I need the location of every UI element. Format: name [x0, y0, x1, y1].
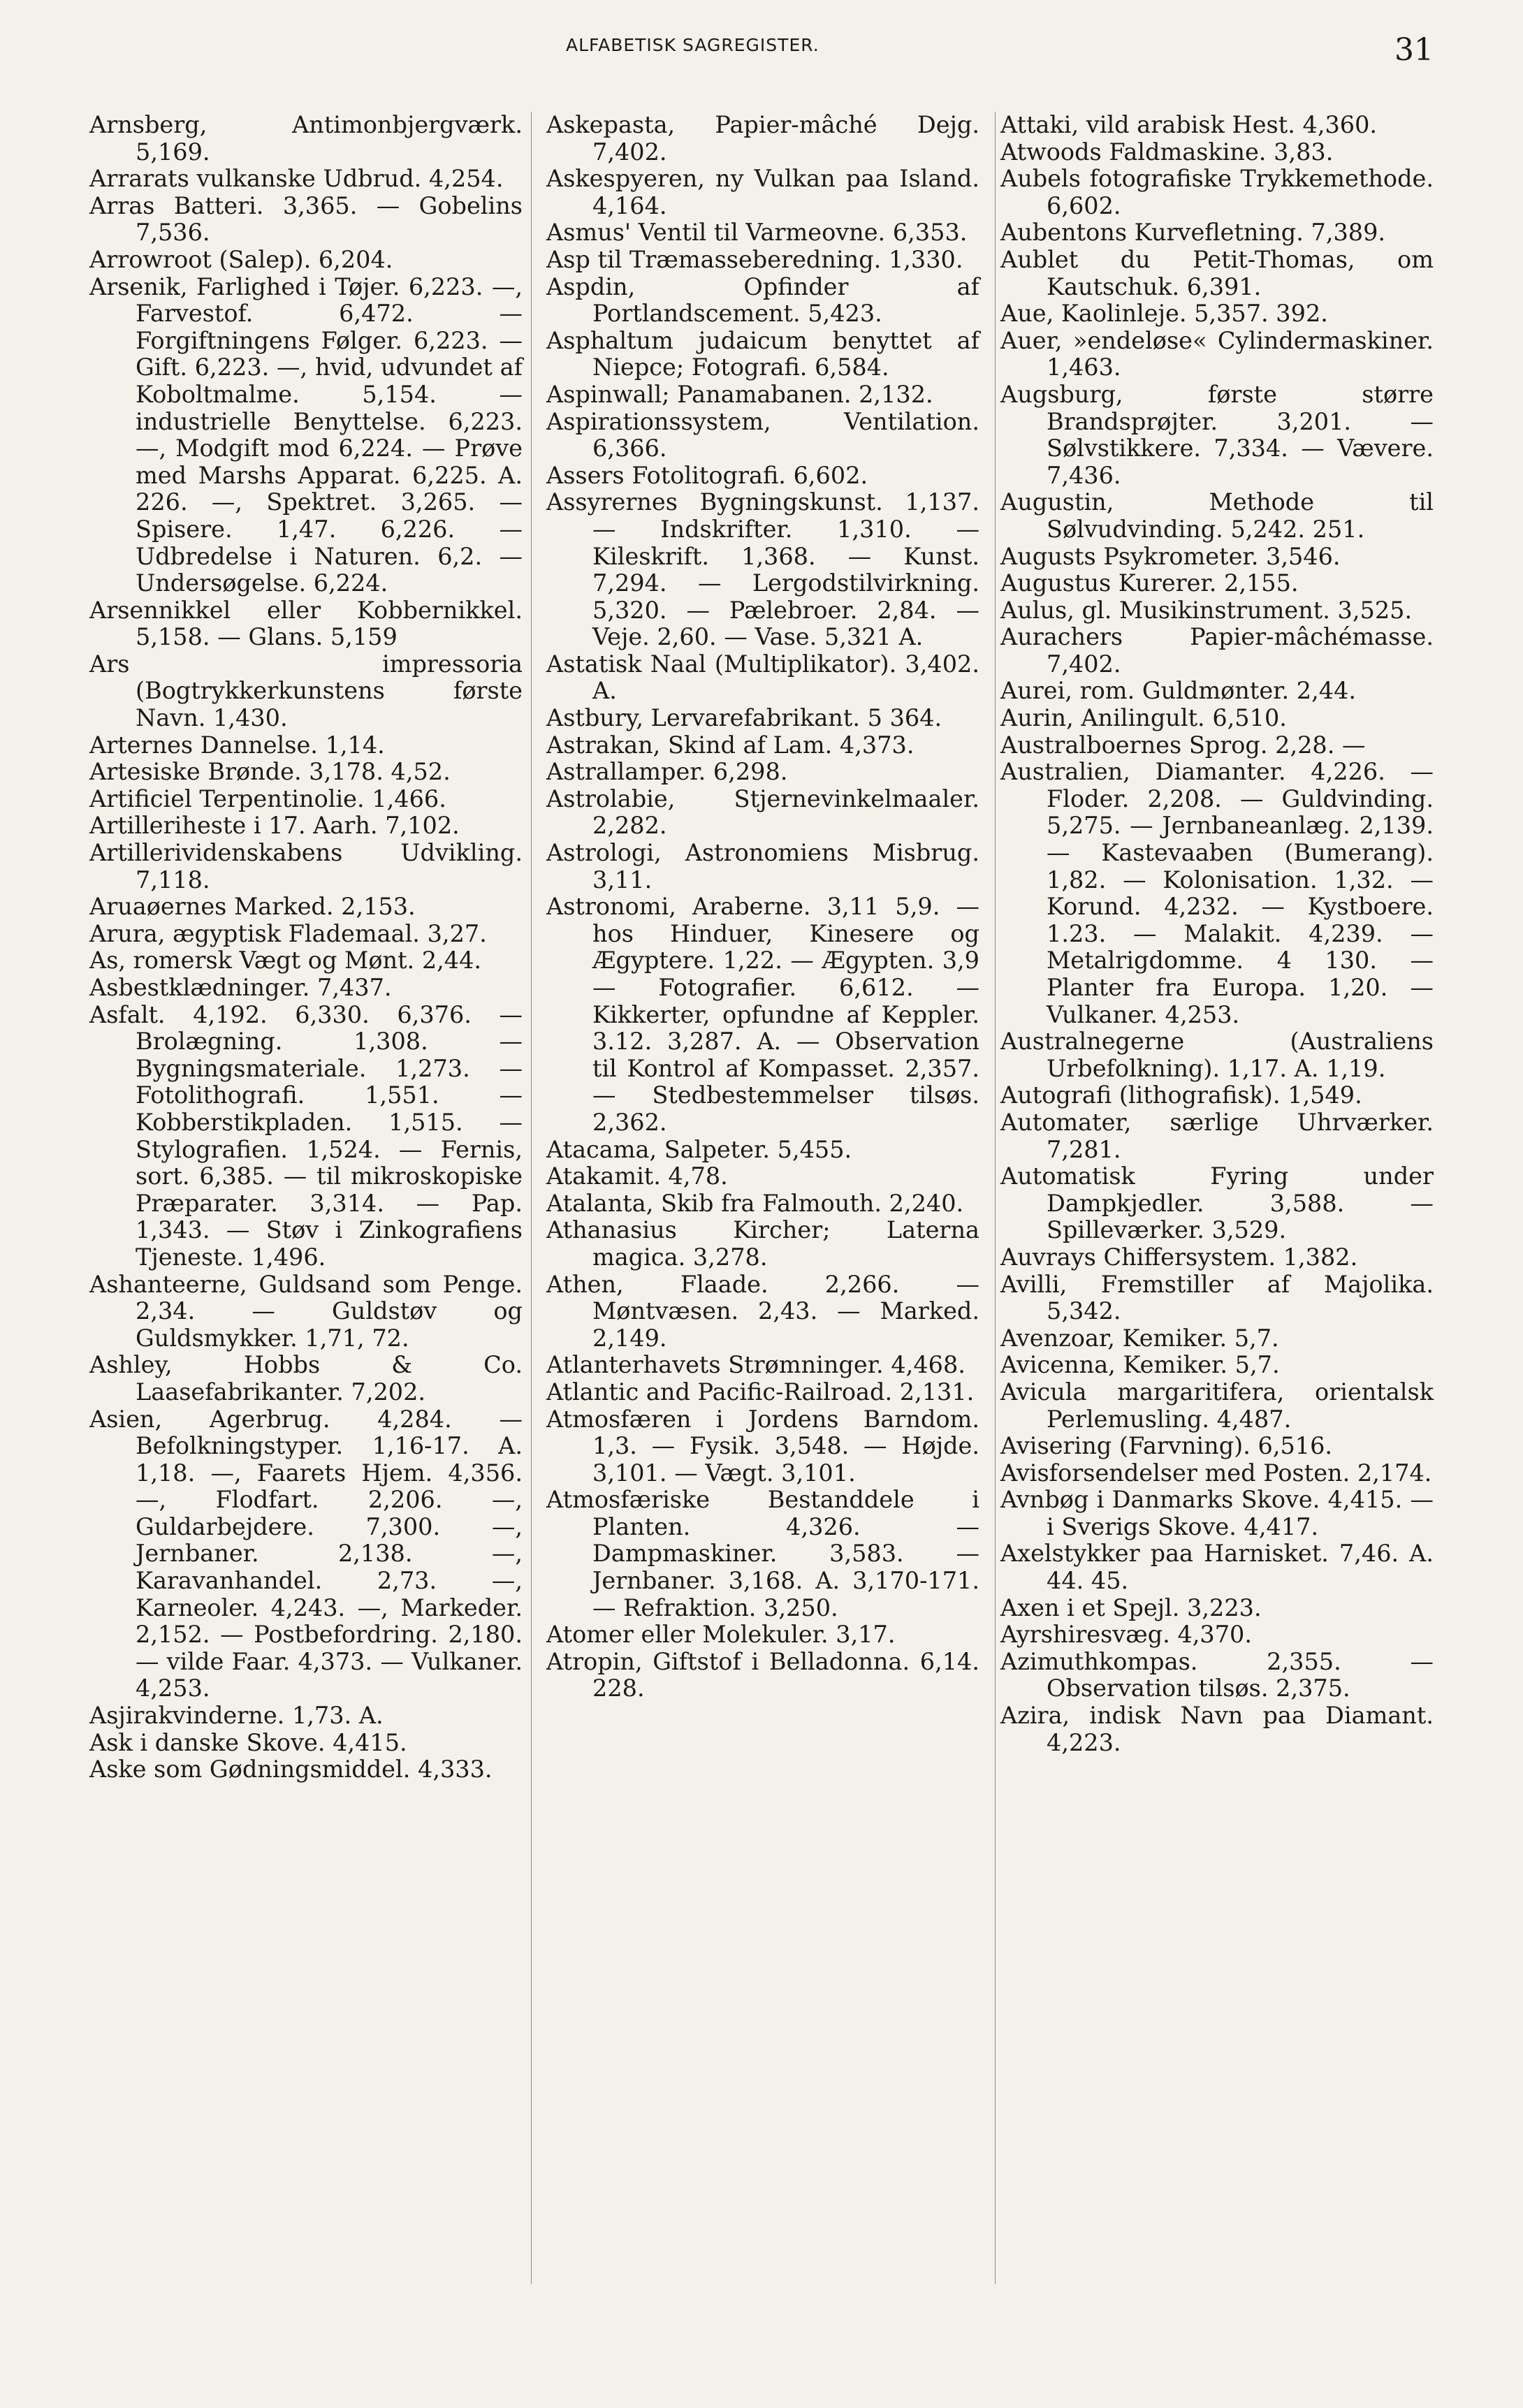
column-divider	[995, 112, 996, 2284]
index-entry: Atropin, Giftstof i Belladonna. 6,14. 228.	[546, 1647, 979, 1702]
index-entry: Astbury, Lervarefabrikant. 5 364.	[546, 704, 942, 732]
index-entry: Aurachers Papier-mâchémasse. 7,402.	[1000, 623, 1434, 678]
index-entry: Atakamit. 4,78.	[546, 1162, 728, 1190]
index-entry: Arsennikkel eller Kobbernikkel. 5,158. — Glans. 5,159	[89, 596, 523, 651]
index-entry: Arrarats vulkanske Udbrud. 4,254.	[89, 165, 504, 193]
index-entry: Asfalt. 4,192. 6,330. 6,376. — Brolægning. 1,308. — Bygningsmateriale. 1,273. — Fotolithografi. 1,551. — Kobberstikpladen. 1,515. — Stylografien. 1,524. — Fernis, sort. 6,385. — til mikroskopiske Præparater. 3,314. — Pap. 1,343. — Støv i Zinkografiens Tjeneste. 1,496.	[89, 1000, 523, 1271]
index-entry: Aspirationssystem, Ventilation. 6,366.	[546, 407, 979, 462]
index-entry: Athanasius Kircher; Laterna magica. 3,278.	[546, 1216, 979, 1271]
index-entry: Aspdin, Opfinder af Portlandscement. 5,423.	[546, 272, 979, 328]
index-entry: Atmosfæren i Jordens Barndom. 1,3. — Fysik. 3,548. — Højde. 3,101. — Vægt. 3,101.	[546, 1405, 979, 1487]
index-column-3	[1000, 112, 1434, 1756]
index-entry: Ask i danske Skove. 4,415.	[89, 1728, 407, 1756]
index-entry: Avicula margaritifera, orientalsk Perlemusling. 4,487.	[1000, 1378, 1434, 1433]
index-entry: Atalanta, Skib fra Falmouth. 2,240.	[546, 1189, 964, 1217]
index-entry: Avisering (Farvning). 6,516.	[1000, 1432, 1333, 1460]
index-entry: Auer, »endeløse« Cylindermaskiner. 1,463.	[1000, 326, 1434, 381]
index-entry: Asphaltum judaicum benyttet af Niepce; Fotografi. 6,584.	[546, 326, 979, 381]
index-entry: Arsenik, Farlighed i Tøjer. 6,223. —, Farvestof. 6,472. — Forgiftningens Følger. 6,223. — Gift. 6,223. —, hvid, udvundet af Koboltmalme. 5,154. — industrielle Benyttelse. 6,223. —, Modgift mod 6,224. — Prøve med Marshs Apparat. 6,225. A. 226. —, Spektret. 3,265. — Spisere. 1,47. 6,226. — Udbredelse i Naturen. 6,2. — Undersøgelse. 6,224.	[89, 272, 523, 597]
index-entry: Artilleriheste i 17. Aarh. 7,102.	[89, 812, 460, 840]
index-entry: Artesiske Brønde. 3,178. 4,52.	[89, 758, 451, 786]
index-entry: Arnsberg, Antimonbjergværk. 5,169.	[89, 111, 523, 166]
index-entry: Aubentons Kurvefletning. 7,389.	[1000, 219, 1386, 247]
index-entry: Aske som Gødningsmiddel. 4,333.	[89, 1756, 493, 1783]
index-entry: Aurei, rom. Guldmønter. 2,44.	[1000, 677, 1357, 705]
index-entry: Arras Batteri. 3,365. — Gobelins 7,536.	[89, 191, 523, 247]
index-entry: Automater, særlige Uhrværker. 7,281.	[1000, 1108, 1434, 1163]
index-entry: Askepasta, Papier-mâché Dejg. 7,402.	[546, 111, 979, 166]
index-entry: Artificiel Terpentinolie. 1,466.	[89, 785, 446, 812]
index-entry: Atmosfæriske Bestanddele i Planten. 4,326. — Dampmaskiner. 3,583. — Jernbaner. 3,168. A. 3,170-171. — Refraktion. 3,250.	[546, 1486, 979, 1621]
index-column-1	[89, 112, 523, 1783]
index-entry: Aruaøernes Marked. 2,153.	[89, 893, 416, 921]
page-number: 31	[1394, 32, 1434, 68]
index-entry: Askespyeren, ny Vulkan paa Island. 4,164.	[546, 165, 979, 219]
index-entry: Australnegerne (Australiens Urbefolkning). 1,17. A. 1,19.	[1000, 1028, 1434, 1082]
index-entry: Asbestklædninger. 7,437.	[89, 974, 392, 1001]
index-entry: Avilli, Fremstiller af Majolika. 5,342.	[1000, 1270, 1434, 1325]
index-entry: Astatisk Naal (Multiplikator). 3,402. A.	[546, 650, 979, 705]
index-entry: Augsburg, første større Brandsprøjter. 3,201. — Sølvstikkere. 7,334. — Vævere. 7,436.	[1000, 380, 1434, 489]
index-entry: Astrolabie, Stjernevinkelmaaler. 2,282.	[546, 785, 979, 840]
index-entry: Australboernes Sprog. 2,28. —	[1000, 731, 1366, 759]
index-entry: Attaki, vild arabisk Hest. 4,360.	[1000, 111, 1378, 138]
index-entry: Aspinwall; Panamabanen. 2,132.	[546, 380, 933, 408]
index-entry: Arrowroot (Salep). 6,204.	[89, 245, 393, 273]
index-entry: Aubels fotografiske Trykkemethode. 6,602.	[1000, 165, 1434, 219]
column-divider	[531, 112, 532, 2284]
running-title: ALFABETISK SAGREGISTER.	[566, 35, 819, 55]
index-entry: Axen i et Spejl. 3,223.	[1000, 1593, 1262, 1621]
index-entry: Asp til Træmasseberedning. 1,330.	[546, 245, 963, 273]
index-entry: Aurin, Anilingult. 6,510.	[1000, 704, 1287, 732]
index-entry: Astrologi, Astronomiens Misbrug. 3,11.	[546, 839, 979, 893]
index-entry: Avenzoar, Kemiker. 5,7.	[1000, 1324, 1279, 1352]
index-entry: Auvrays Chiffersystem. 1,382.	[1000, 1243, 1358, 1271]
index-entry: Arternes Dannelse. 1,14.	[89, 731, 385, 759]
index-entry: Ashley, Hobbs & Co. Laasefabrikanter. 7,202.	[89, 1351, 523, 1406]
index-entry: Astrakan, Skind af Lam. 4,373.	[546, 731, 914, 759]
index-entry: Athen, Flaade. 2,266. — Møntvæsen. 2,43. — Marked. 2,149.	[546, 1270, 979, 1352]
index-entry: Autografi (lithografisk). 1,549.	[1000, 1081, 1362, 1109]
index-entry: Azira, indisk Navn paa Diamant. 4,223.	[1000, 1702, 1434, 1756]
index-entry: Assers Fotolitografi. 6,602.	[546, 461, 868, 489]
index-entry: Aublet du Petit-Thomas, om Kautschuk. 6,391.	[1000, 245, 1434, 300]
index-entry: Ars impressoria (Bogtrykkerkunstens første Navn. 1,430.	[89, 650, 523, 732]
index-entry: Atlanterhavets Strømninger. 4,468.	[546, 1351, 965, 1379]
index-entry: Aue, Kaolinleje. 5,357. 392.	[1000, 300, 1328, 328]
index-entry: Avicenna, Kemiker. 5,7.	[1000, 1351, 1280, 1379]
index-entry: Atomer eller Molekuler. 3,17.	[546, 1621, 896, 1649]
index-entry: Avisforsendelser med Posten. 2,174.	[1000, 1459, 1432, 1487]
index-entry: Augustin, Methode til Sølvudvinding. 5,242. 251.	[1000, 488, 1434, 543]
index-entry: Ayrshiresvæg. 4,370.	[1000, 1621, 1252, 1649]
index-entry: Astronomi, Araberne. 3,11 5,9. — hos Hinduer, Kinesere og Ægyptere. 1,22. — Ægypten. 3,9 — Fotografier. 6,612. — Kikkerter, opfundne af Keppler. 3.12. 3,287. A. — Observation til Kontrol af Kompasset. 2,357. — Stedbestemmelser tilsøs. 2,362.	[546, 893, 979, 1136]
index-entry: Australien, Diamanter. 4,226. — Floder. 2,208. — Guldvinding. 5,275. — Jernbaneanlæg. 2,139. — Kastevaaben (Bumerang). 1,82. — Kolonisation. 1,32. — Korund. 4,232. — Kystboere. 1.23. — Malakit. 4,239. — Metalrigdomme. 4 130. — Planter fra Europa. 1,20. — Vulkaner. 4,253.	[1000, 758, 1434, 1028]
index-column-2	[546, 112, 979, 1702]
index-entry: Automatisk Fyring under Dampkjedler. 3,588. — Spilleværker. 3,529.	[1000, 1162, 1434, 1244]
index-entry: Atwoods Faldmaskine. 3,83.	[1000, 138, 1334, 166]
index-entry: Artillerividenskabens Udvikling. 7,118.	[89, 839, 523, 893]
index-entry: Atacama, Salpeter. 5,455.	[546, 1135, 852, 1163]
index-entry: Axelstykker paa Harnisket. 7,46. A. 44. 45.	[1000, 1540, 1434, 1595]
index-entry: Astrallamper. 6,298.	[546, 758, 788, 786]
index-entry: Ashanteerne, Guldsand som Penge. 2,34. — Guldstøv og Guldsmykker. 1,71, 72.	[89, 1270, 523, 1352]
index-entry: Augusts Psykrometer. 3,546.	[1000, 542, 1341, 570]
index-entry: Augustus Kurerer. 2,155.	[1000, 569, 1299, 597]
index-entry: Avnbøg i Danmarks Skove. 4,415. — i Sverigs Skove. 4,417.	[1000, 1486, 1434, 1540]
index-entry: Asien, Agerbrug. 4,284. — Befolkningstyper. 1,16-17. A. 1,18. —, Faarets Hjem. 4,356. —, Flodfart. 2,206. —, Guldarbejdere. 7,300. —, Jernbaner. 2,138. —, Karavanhandel. 2,73. —, Karneoler. 4,243. —, Markeder. 2,152. — Postbefordring. 2,180. — vilde Faar. 4,373. — Vulkaner. 4,253.	[89, 1405, 523, 1702]
index-entry: As, romersk Vægt og Mønt. 2,44.	[89, 947, 482, 975]
index-entry: Azimuthkompas. 2,355. — Observation tilsøs. 2,375.	[1000, 1647, 1434, 1702]
index-entry: Atlantic and Pacific-Railroad. 2,131.	[546, 1378, 975, 1406]
page-header	[0, 32, 1523, 74]
index-entry: Asmus' Ventil til Varmeovne. 6,353.	[546, 219, 968, 247]
index-entry: Asjirakvinderne. 1,73. A.	[89, 1702, 384, 1730]
index-entry: Assyrernes Bygningskunst. 1,137. — Indskrifter. 1,310. — Kileskrift. 1,368. — Kunst. 7,294. — Lergodstilvirkning. 5,320. — Pælebroer. 2,84. — Veje. 2,60. — Vase. 5,321 A.	[546, 488, 979, 651]
index-entry: Arura, ægyptisk Flademaal. 3,27.	[89, 919, 487, 947]
index-entry: Aulus, gl. Musikinstrument. 3,525.	[1000, 596, 1413, 624]
